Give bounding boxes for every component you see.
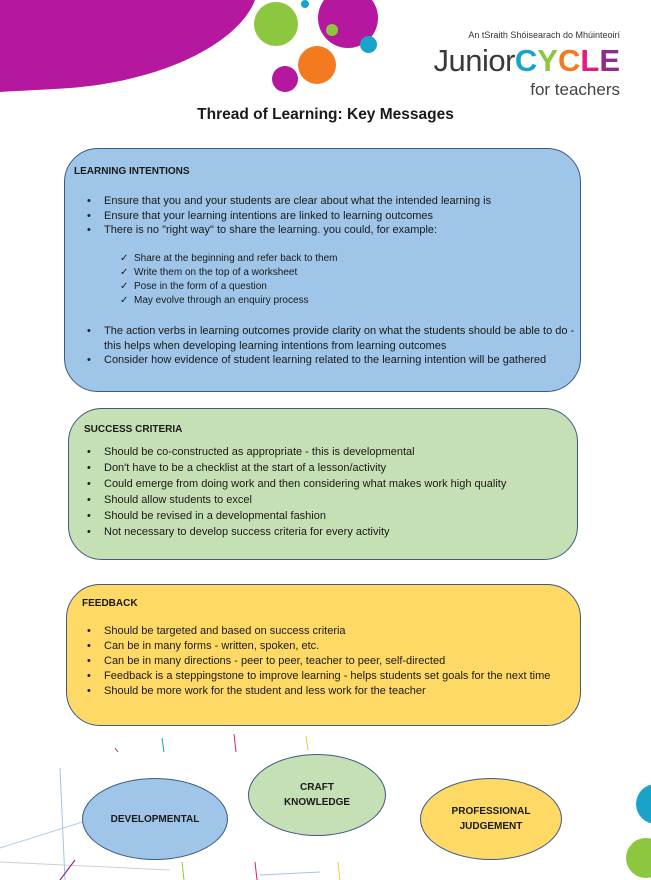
list-item <box>86 639 584 654</box>
bullet-icon: • <box>87 325 91 337</box>
feedback-heading: FEEDBACK <box>82 598 138 609</box>
list-item <box>86 476 576 492</box>
craft-label-line1: CRAFT <box>300 782 334 793</box>
green-dot-small <box>326 24 338 36</box>
bullet-icon: • <box>87 526 91 538</box>
bullet-icon: • <box>87 640 91 652</box>
list-item-text: Share at the beginning and refer back to them <box>134 253 338 264</box>
list-item <box>86 492 576 508</box>
bullet-icon: • <box>87 655 91 667</box>
list-item-text: Should be co-constructed as appropriate - this is developmental <box>104 446 415 458</box>
list-item-text: Can be in many forms - written, spoken, etc. <box>104 640 320 652</box>
bullet-icon: • <box>87 510 91 522</box>
list-item-text: Should be targeted and based on success criteria <box>104 625 346 637</box>
developmental-label: DEVELOPMENTAL <box>110 813 200 825</box>
logo-sub: for teachers <box>530 80 620 99</box>
magenta-swoosh <box>0 0 255 92</box>
learning-intentions-examples <box>120 252 560 308</box>
bullet-icon: • <box>87 478 91 490</box>
developmental-ellipse <box>82 778 228 860</box>
logo-letter: C <box>557 43 581 78</box>
checkmark-icon: ✓ <box>120 253 129 264</box>
list-item <box>120 294 560 308</box>
success-criteria-list <box>86 444 576 540</box>
list-item <box>86 508 576 524</box>
logo-junior: Junior <box>433 43 515 78</box>
feedback-list <box>86 624 584 699</box>
bullet-icon: • <box>87 494 91 506</box>
prof-label-line2: JUDGEMENT <box>459 821 523 832</box>
learning-intentions-heading: LEARNING INTENTIONS <box>74 166 190 177</box>
list-item-text: Should allow students to excel <box>104 494 252 506</box>
craft-label-line2: KNOWLEDGE <box>283 797 351 808</box>
success-criteria-heading: SUCCESS CRITERIA <box>84 424 183 435</box>
logo-cycle <box>515 43 620 78</box>
list-item <box>86 324 580 353</box>
list-item-text: Can be in many directions - peer to peer, teacher to peer, self-directed <box>104 655 446 667</box>
list-item <box>86 353 580 368</box>
bullet-icon: • <box>87 462 91 474</box>
list-item <box>120 252 560 266</box>
list-item-text: Don't have to be a checklist at the start of a lesson/activity <box>104 462 387 474</box>
list-item <box>86 209 576 224</box>
bullet-icon: • <box>87 354 91 366</box>
craft-knowledge-ellipse <box>248 754 386 836</box>
blue-dot-small <box>301 0 309 8</box>
list-item-text: The action verbs in learning outcomes provide clarity on what the students should be able to do - this helps when developing learning intentions from learning outcomes <box>104 325 575 352</box>
logo-letter: L <box>580 43 600 78</box>
list-item <box>86 524 576 540</box>
learning-intentions-list-2 <box>86 324 580 368</box>
bullet-icon: • <box>87 625 91 637</box>
list-item <box>86 624 584 639</box>
green-circle-large <box>254 2 298 46</box>
checkmark-icon: ✓ <box>120 267 129 278</box>
logo-letter: E <box>599 43 620 78</box>
bullet-icon: • <box>87 670 91 682</box>
logo-tagline: An tSraith Shóisearach do Mhúinteoirí <box>468 30 620 40</box>
list-item <box>120 266 560 280</box>
list-item-text: Ensure that your learning intentions are linked to learning outcomes <box>104 209 433 222</box>
list-item-text: Consider how evidence of student learning related to the learning intention will be gathered <box>104 354 547 366</box>
list-item <box>86 684 584 699</box>
list-item <box>86 669 584 684</box>
logo-letter: Y <box>537 43 558 78</box>
orange-circle <box>298 46 336 84</box>
bullet-icon: • <box>87 446 91 458</box>
blue-circle <box>360 36 377 53</box>
bullet-icon: • <box>87 224 91 236</box>
checkmark-icon: ✓ <box>120 295 129 306</box>
purple-circle-small <box>272 66 298 92</box>
page-title: Thread of Learning: Key Messages <box>197 106 454 123</box>
bullet-icon: • <box>87 209 91 222</box>
list-item-text: There is no "right way" to share the learning. you could, for example: <box>104 224 438 236</box>
list-item <box>86 444 576 460</box>
list-item-text: Not necessary to develop success criteria for every activity <box>104 526 390 538</box>
list-item <box>86 654 584 669</box>
checkmark-icon: ✓ <box>120 281 129 292</box>
list-item-text: Should be revised in a developmental fashion <box>104 510 326 522</box>
junior-cycle-logo <box>420 44 620 78</box>
list-item-text: Feedback is a steppingstone to improve learning - helps students set goals for the next time <box>104 670 551 682</box>
list-item <box>86 194 576 209</box>
list-item-text: Write them on the top of a worksheet <box>134 267 298 278</box>
list-item-text: May evolve through an enquiry process <box>134 295 309 306</box>
list-item <box>86 460 576 476</box>
list-item-text: Should be more work for the student and less work for the teacher <box>104 685 426 697</box>
logo-letter: C <box>514 43 538 78</box>
list-item-text: Could emerge from doing work and then considering what makes work high quality <box>104 478 507 490</box>
prof-label-line1: PROFESSIONAL <box>451 806 531 817</box>
professional-judgement-ellipse <box>420 778 562 860</box>
list-item <box>86 223 576 238</box>
bullet-icon: • <box>87 195 91 207</box>
list-item-text: Pose in the form of a question <box>134 281 267 292</box>
list-item <box>120 280 560 294</box>
bullet-icon: • <box>87 685 91 697</box>
list-item-text: Ensure that you and your students are clear about what the intended learning is <box>104 195 492 207</box>
learning-intentions-list <box>86 194 576 238</box>
